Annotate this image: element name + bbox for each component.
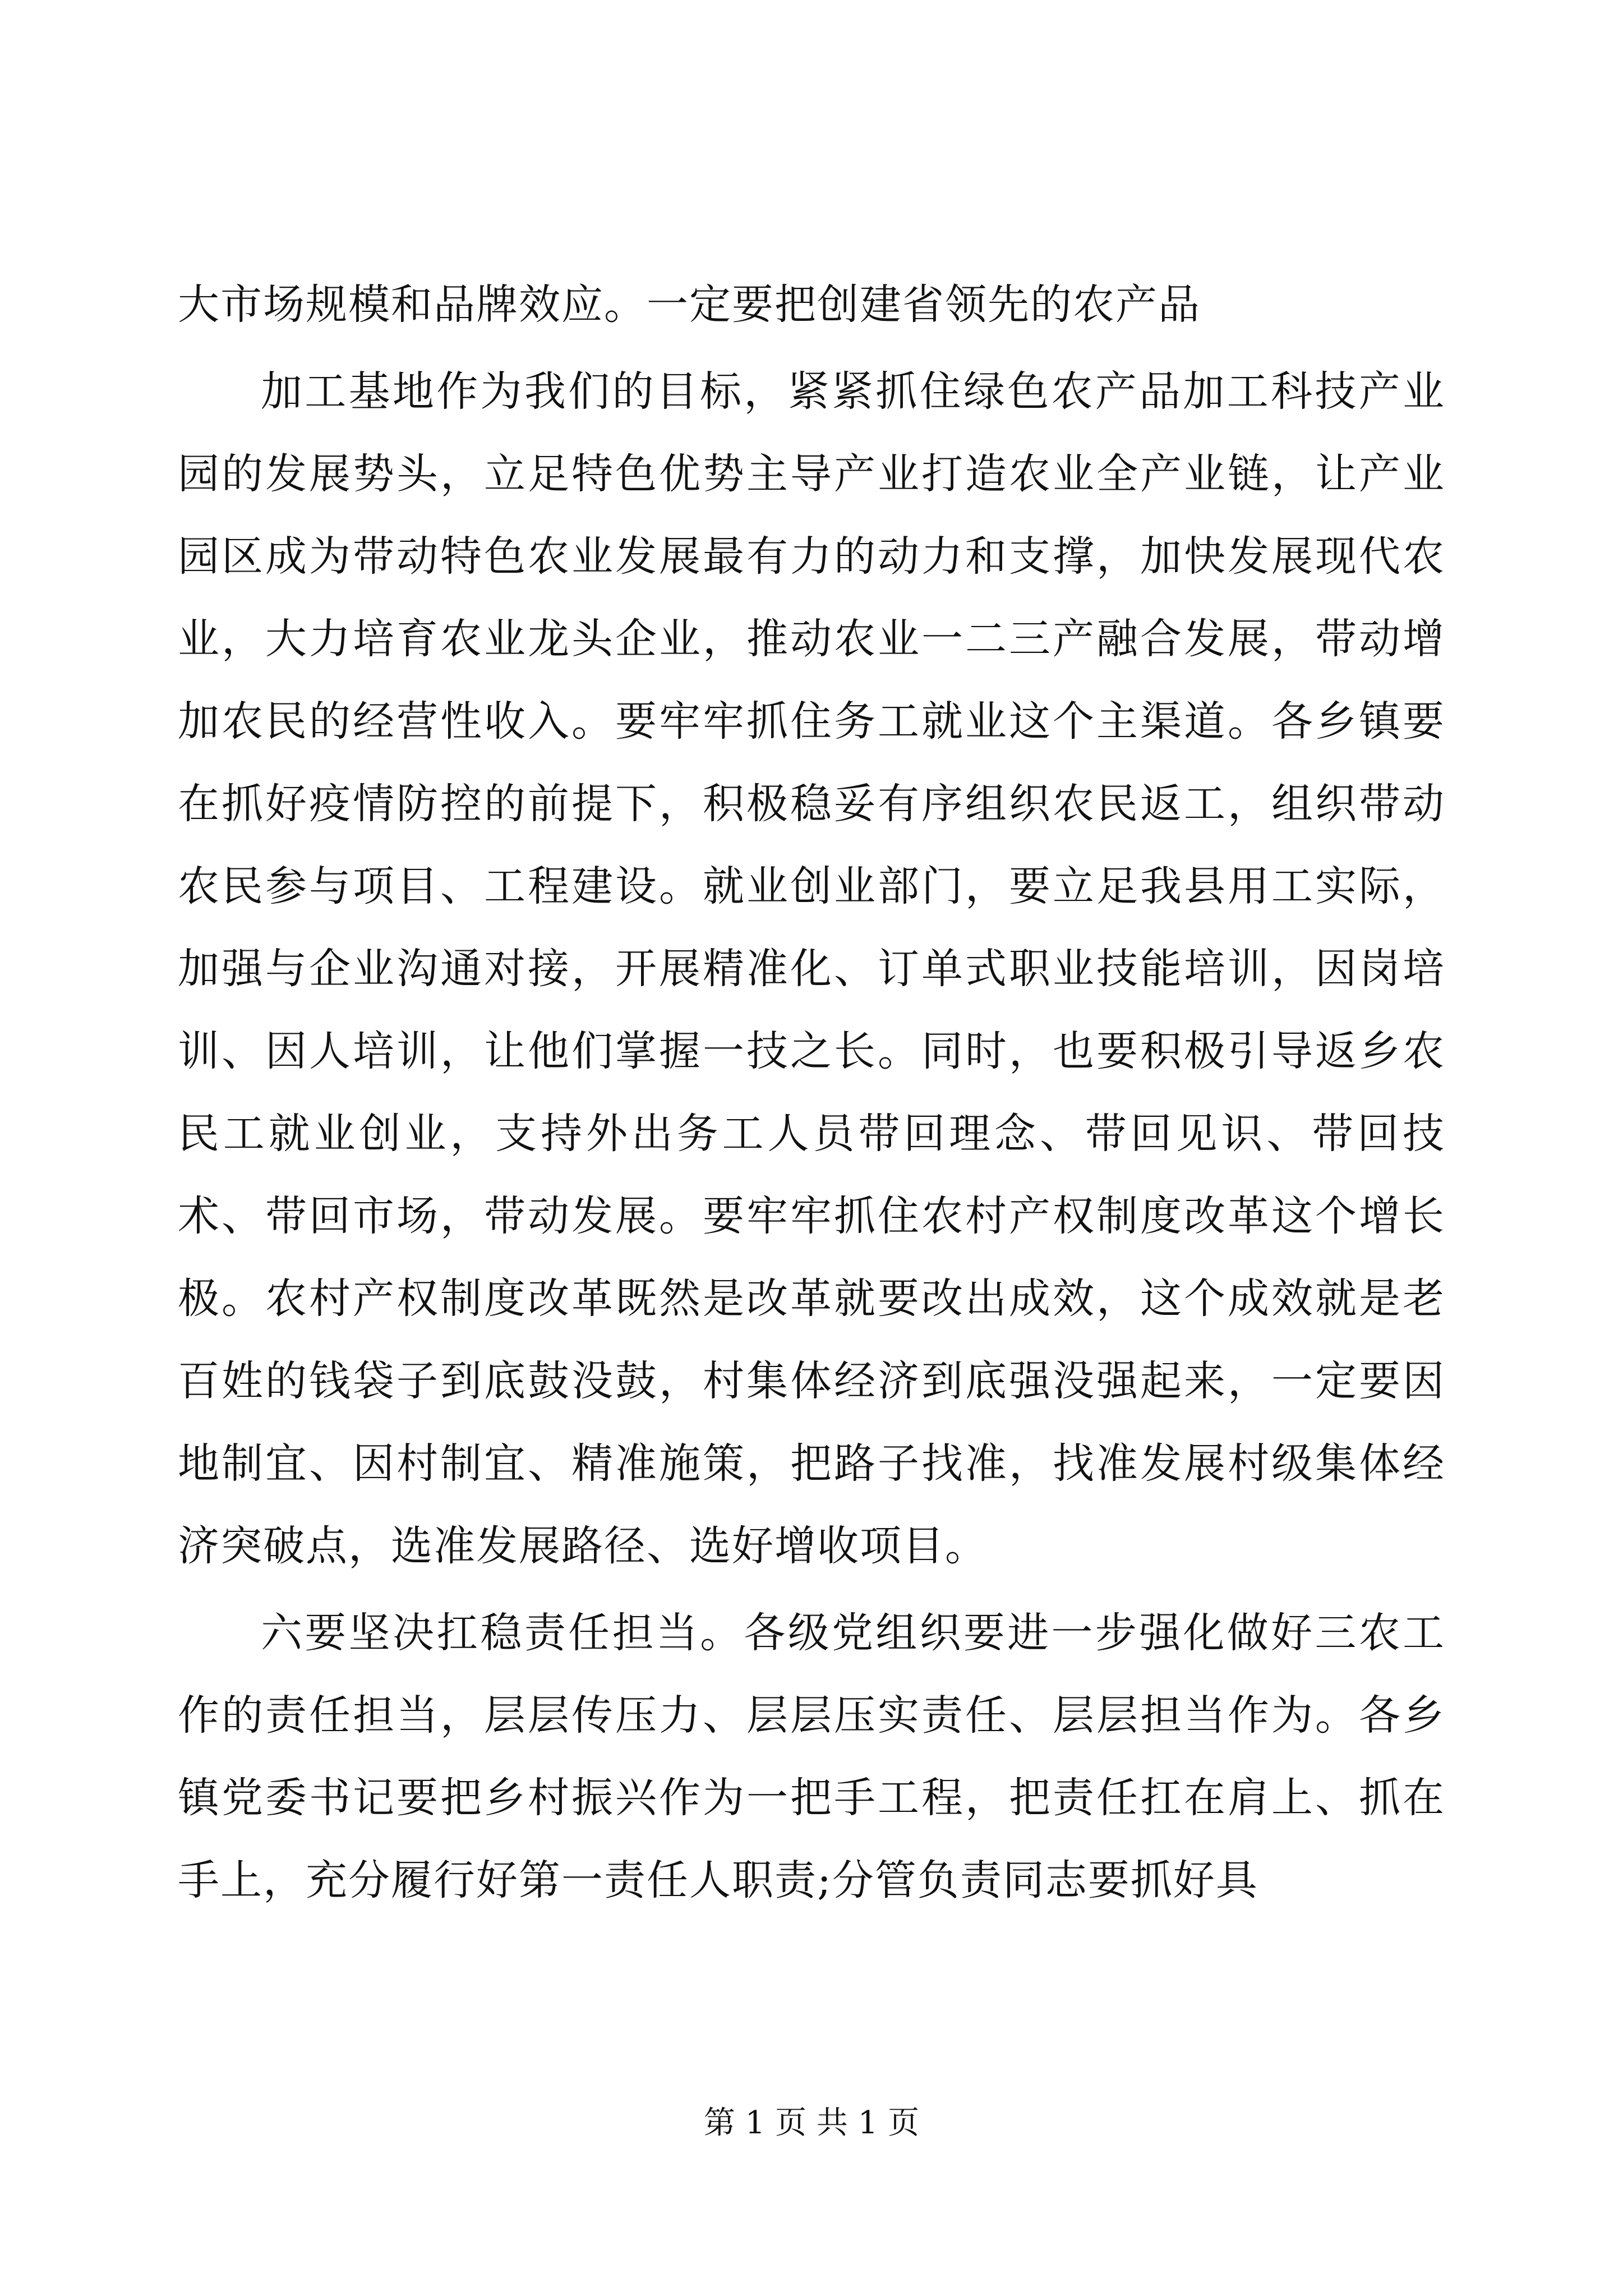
paragraph-2: 加工基地作为我们的目标，紧紧抓住绿色农产品加工科技产业园的发展势头，立足特色优势主导产业打造农业全产业链，让产业园区成为带动特色农业发展最有力的动力和支撑，加快发展现代农业，大力培育农业龙头企业，推动农业一二三产融合发展，带动增加农民的经营性收入。要牢牢抓住务工就业这个主渠道。各乡镇要在抓好疫情防控的前提下，积极稳妥有序组织农民返工，组织带动农民参与项目、工程建设。就业创业部门，要立足我县用工实际，加强与企业沟通对接，开展精准化、订单式职业技能培训，因岗培训、因人培训，让他们掌握一技之长。同时，也要积极引导返乡农民工就业创业，支持外出务工人员带回理念、带回见识、带回技术、带回市场，带动发展。要牢牢抓住农村产权制度改革这个增长极。农村产权制度改革既然是改革就要改出成效，这个成效就是老百姓的钱袋子到底鼓没鼓，村集体经济到底强没强起来，一定要因地制宜、因村制宜、精准施策，把路子找准，找准发展村级集体经济突破点，选准发展路径、选好增收项目。 xyxy=(178,367,1445,1570)
page-footer: 第 1 页 共 1 页 xyxy=(703,2105,920,2141)
paragraph-1: 大市场规模和品牌效应。一定要把创建省领先的农产品 xyxy=(178,280,1201,329)
document-body xyxy=(178,264,1445,1922)
paragraph-3: 六要坚决扛稳责任担当。各级党组织要进一步强化做好三农工作的责任担当，层层传压力、层层压实责任、层层担当作为。各乡镇党委书记要把乡村振兴作为一把手工程，把责任扛在肩上、抓在手上，充分履行好第一责任人职责;分管负责同志要抓好具 xyxy=(178,1609,1445,1904)
